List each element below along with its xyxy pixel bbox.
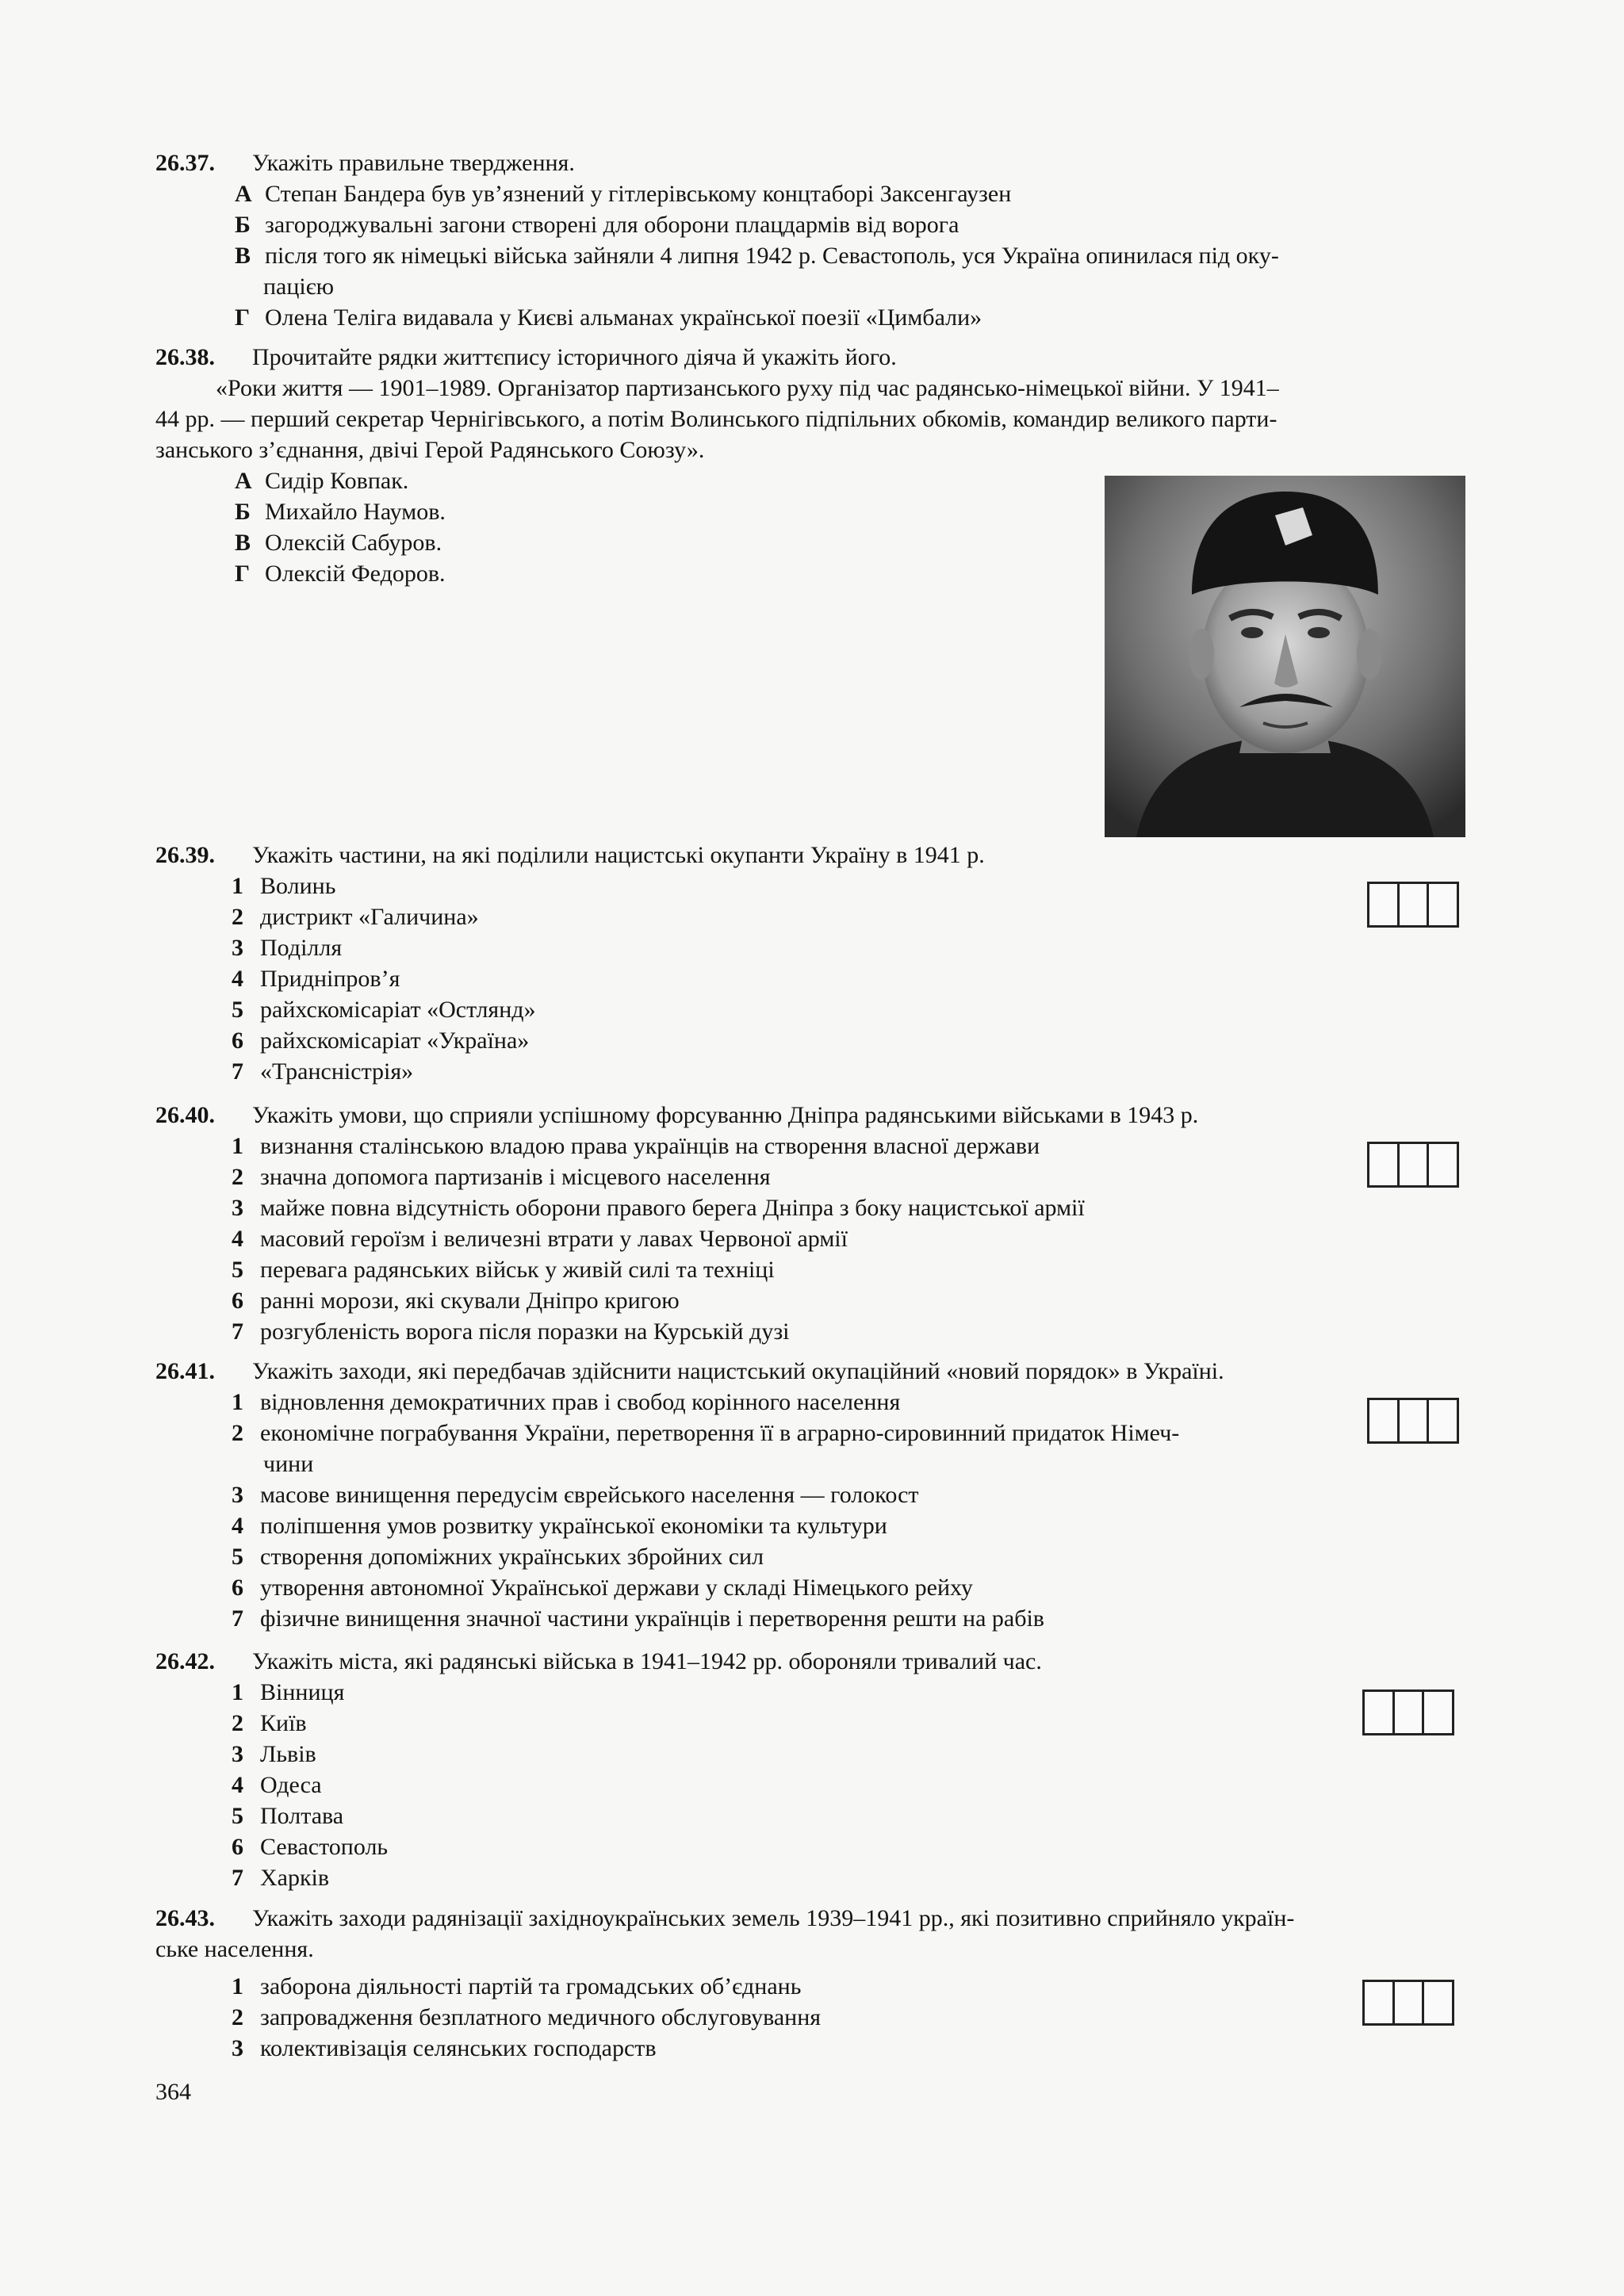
option-2: 2 Київ (232, 1710, 307, 1736)
question-number: 26.42. (155, 1648, 215, 1674)
question-text-continuation: ське населення. (155, 1936, 314, 1962)
option-5: 5 Полтава (232, 1803, 344, 1829)
question-header (155, 147, 1472, 178)
option-5: 5 перевага радянських військ у живій силі та техніці (232, 1257, 775, 1283)
question-26-42 (155, 1646, 1472, 1893)
option-2: 2 значна допомога партизанів і місцевого населення (232, 1164, 771, 1190)
option-1: 1 Волинь (232, 873, 336, 899)
option-2-continuation: чини (263, 1451, 314, 1477)
page-number: 364 (155, 2079, 191, 2105)
question-26-41 (155, 1356, 1472, 1634)
question-text: Укажіть правильне твердження. (252, 150, 575, 176)
option-2: 2 економічне пограбування України, перетворення її в аграрно-сировинний придаток Німеч- (232, 1420, 1180, 1446)
option-7: 7 «Трансністрія» (232, 1058, 414, 1085)
option-3: 3 колективізація селянських господарств (232, 2035, 657, 2061)
question-text: Укажіть заходи, які передбачав здійснити нацистський окупаційний «новий порядок» в Україні. (252, 1358, 1224, 1384)
question-text: Укажіть міста, які радянські війська в 1941–1942 рр. обороняли тривалий час. (252, 1648, 1042, 1674)
question-text: Укажіть заходи радянізації західноукраїнських земель 1939–1941 рр., які позитивно сприйняло україн- (252, 1905, 1295, 1931)
option-2: 2 запровадження безплатного медичного обслуговування (232, 2004, 822, 2030)
answer-cell[interactable] (1397, 882, 1430, 928)
answer-boxes-26-40[interactable] (1367, 1142, 1459, 1188)
answer-boxes-26-39[interactable] (1367, 882, 1459, 928)
question-header (155, 342, 1472, 373)
answer-cell[interactable] (1392, 1980, 1425, 2026)
question-header (155, 1903, 1472, 1934)
option-1: 1 визнання сталінською владою права українців на створення власної держави (232, 1133, 1040, 1159)
answer-cell[interactable] (1367, 1142, 1400, 1188)
question-26-37 (155, 147, 1472, 333)
option-6: 6 райхскомісаріат «Україна» (232, 1027, 530, 1054)
question-number: 26.40. (155, 1102, 215, 1128)
answer-boxes-26-41[interactable] (1367, 1398, 1459, 1444)
answer-cell[interactable] (1362, 1980, 1395, 2026)
question-text: Прочитайте рядки життєпису історичного діяча й укажіть його. (252, 344, 897, 370)
option-6: 6 ранні морози, які скували Дніпро кригою (232, 1288, 680, 1314)
option-5: 5 райхскомісаріат «Остлянд» (232, 997, 536, 1023)
option-3: 3 Поділля (232, 935, 343, 961)
option-7: 7 Харків (232, 1865, 330, 1891)
option-b: Б Михайло Наумов. (235, 499, 446, 525)
question-26-40 (155, 1100, 1472, 1347)
question-number: 26.39. (155, 842, 215, 868)
option-1: 1 заборона діяльності партій та громадських об’єднань (232, 1973, 802, 1999)
answer-cell[interactable] (1427, 1398, 1459, 1444)
question-number: 26.37. (155, 150, 215, 176)
question-number: 26.41. (155, 1358, 215, 1384)
answer-cell[interactable] (1397, 1398, 1430, 1444)
answer-cell[interactable] (1422, 1980, 1454, 2026)
answer-cell[interactable] (1427, 882, 1459, 928)
question-text: Укажіть умови, що сприяли успішному форсуванню Дніпра радянськими військами в 1943 р. (252, 1102, 1199, 1128)
question-number: 26.38. (155, 344, 215, 370)
option-4: 4 масовий героїзм і величезні втрати у лавах Червоної армії (232, 1226, 848, 1252)
option-3: 3 масове винищення передусім єврейського населення — голокост (232, 1482, 919, 1508)
option-1: 1 Вінниця (232, 1679, 345, 1705)
question-text: Укажіть частини, на які поділили нацистські окупанти Україну в 1941 р. (252, 842, 985, 868)
quote-line-3: занського з’єднання, двічі Герой Радянського Союзу». (155, 437, 705, 463)
option-4: 4 Одеса (232, 1772, 322, 1798)
option-6: 6 Севастополь (232, 1834, 389, 1860)
option-a: А Сидір Ковпак. (235, 468, 409, 494)
answer-cell[interactable] (1392, 1689, 1425, 1735)
question-26-39 (155, 840, 1472, 1087)
question-header (155, 1100, 1472, 1131)
answer-boxes-26-43[interactable] (1362, 1980, 1454, 2026)
option-a: А Степан Бандера був ув’язнений у гітлерівському концтаборі Заксенгаузен (235, 181, 1012, 207)
quote-line-1: «Роки життя — 1901–1989. Організатор партизанського руху під час радянсько-німецької війни. У 1941– (216, 375, 1279, 401)
answer-cell[interactable] (1397, 1142, 1430, 1188)
option-2: 2 дистрикт «Галичина» (232, 904, 479, 930)
question-header (155, 840, 1472, 871)
portrait-photo (1105, 476, 1465, 837)
option-7: 7 розгубленість ворога після поразки на Курській дузі (232, 1318, 790, 1345)
answer-cell[interactable] (1367, 1398, 1400, 1444)
option-v: В Олексій Сабуров. (235, 530, 442, 556)
question-26-43 (155, 1903, 1472, 2064)
option-5: 5 створення допоміжних українських збройних сил (232, 1544, 764, 1570)
option-4: 4 Придніпров’я (232, 966, 400, 992)
option-b: Б загороджувальні загони створені для оборони плацдармів від ворога (235, 212, 959, 238)
quote-line-2: 44 рр. — перший секретар Чернігівського, а потім Волинського підпільних обкомів, командир великого парти- (155, 406, 1277, 432)
option-v: В після того як німецькі війська зайняли 4 липня 1942 р. Севастополь, уся Україна опинилася під оку- (235, 243, 1279, 269)
option-v-continuation: пацією (263, 274, 335, 300)
option-g: Г Олексій Федоров. (235, 561, 446, 587)
option-3: 3 Львів (232, 1741, 316, 1767)
answer-cell[interactable] (1427, 1142, 1459, 1188)
option-6: 6 утворення автономної Української держави у складі Німецького рейху (232, 1575, 973, 1601)
answer-boxes-26-42[interactable] (1362, 1689, 1454, 1735)
question-header (155, 1646, 1472, 1677)
answer-cell[interactable] (1422, 1689, 1454, 1735)
answer-cell[interactable] (1362, 1689, 1395, 1735)
question-number: 26.43. (155, 1905, 215, 1931)
option-g: Г Олена Теліга видавала у Києві альманах української поезії «Цимбали» (235, 304, 982, 331)
option-4: 4 поліпшення умов розвитку української економіки та культури (232, 1513, 887, 1539)
question-header (155, 1356, 1472, 1387)
option-1: 1 відновлення демократичних прав і свобод корінного населення (232, 1389, 901, 1415)
option-3: 3 майже повна відсутність оборони правого берега Дніпра з боку нацистської армії (232, 1195, 1085, 1221)
option-7: 7 фізичне винищення значної частини українців і перетворення решти на рабів (232, 1605, 1044, 1632)
answer-cell[interactable] (1367, 882, 1400, 928)
